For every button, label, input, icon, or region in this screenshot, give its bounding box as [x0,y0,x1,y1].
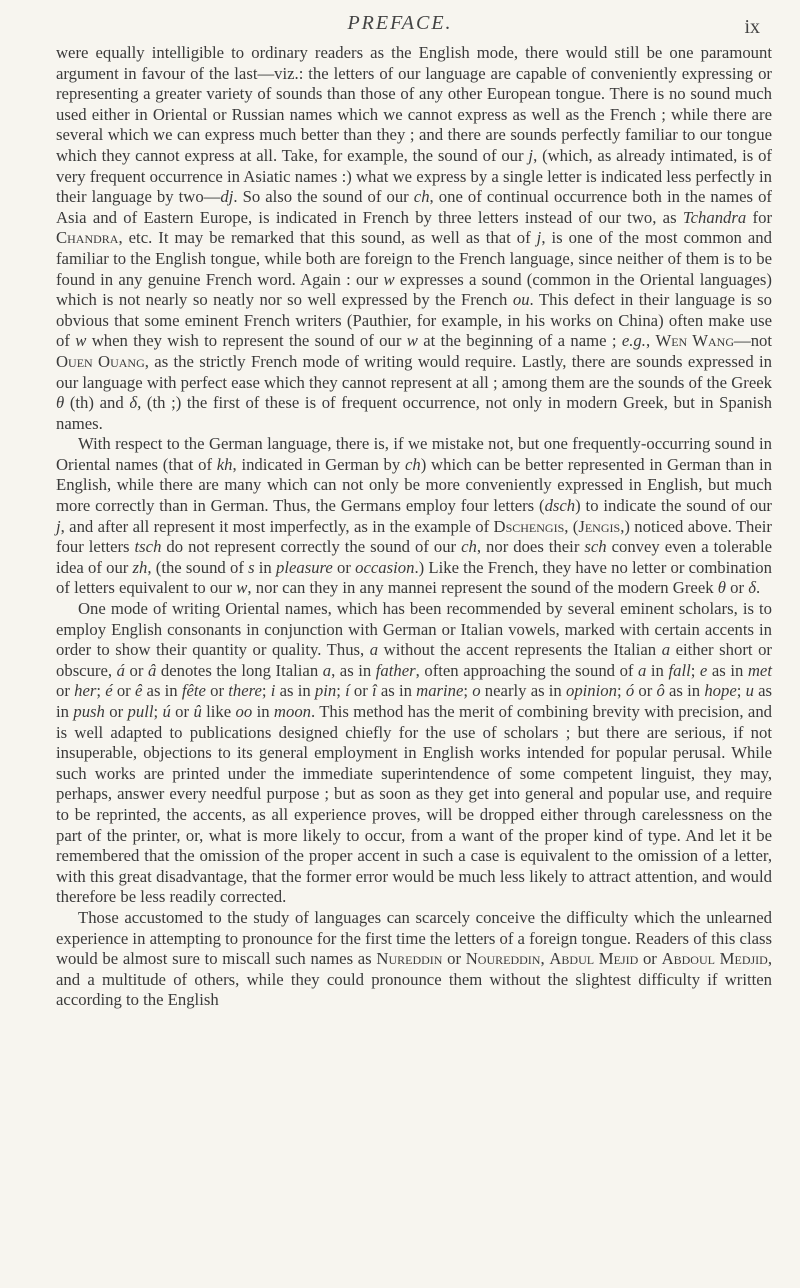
text-run: , one of continual occurrence both in the names of Asia and of Eastern Europe, is indicated in French by three letters instead of our two, as [56,187,772,227]
italic-term: w [236,578,248,598]
text-run: ; [690,660,700,680]
text-run: ; [736,681,746,701]
text-run: , nor does their [476,537,585,557]
italic-term: opinion [565,681,617,701]
italic-term: ú [162,702,171,721]
italic-term: ô [656,681,665,701]
text-run: expresses a sound (common in the Oriental languages) which is not nearly so neatly nor so well expressed by the French [56,269,772,310]
text-run: , as the strictly French mode of writing would require. Lastly, there are sounds expressed in our language with perfect ease which they cannot represent at all ; among them are the sounds of the Greek [56,351,772,392]
italic-term: oo [235,702,253,721]
body-text [56,43,772,1011]
italic-term: a [322,660,332,680]
italic-term: there [228,681,262,701]
text-run: as in [376,681,417,701]
italic-term: kh [216,454,233,474]
text-run: . This defect in their language is so obvious that some eminent French writers (Pauthier, for example, in his works on China) often make use of [56,290,772,351]
small-caps-name: Ouen Ouang [56,351,145,371]
italic-term: ê [134,681,143,701]
text-run: or [634,681,657,701]
text-run: as in [56,681,773,721]
text-run: ; [153,702,163,721]
text-run: .) Like the French, they have no letter or combination of letters equivalent to our [56,557,772,598]
text-run: , (th ;) the first of these is of frequent occurrence, not only in modern Greek, but in Spanish names. [56,393,772,433]
small-caps-name: Noureddin [465,949,541,969]
italic-term: û [193,702,202,721]
text-run: , [645,331,656,351]
text-run: , indicated in German by [232,454,405,474]
italic-term: fête [181,681,206,701]
text-run: or [56,681,75,701]
text-run: ; [616,681,626,701]
italic-term: í [345,681,350,701]
small-caps-name: Wen Wang [655,331,734,351]
text-run: ) to indicate the sound of our [575,496,772,516]
italic-term: met [747,660,772,680]
small-caps-name: Nureddin [376,949,443,969]
italic-term: Tchandra [682,207,747,227]
text-run: With respect to the German language, there is, if we mistake not, but one frequently-occurring sound in Oriental names (that of [56,434,772,474]
italic-term: dsch [544,496,576,516]
italic-term: occasion [355,557,415,577]
text-run: or [725,578,749,598]
page-number: ix [744,16,760,38]
text-run: as in [142,681,182,701]
text-run: when they wish to represent the sound of our [86,331,407,351]
italic-term: w [75,331,87,351]
text-run: , often approaching the sound of [415,660,639,680]
italic-term: δ [748,578,756,598]
italic-term: θ [56,393,65,413]
text-run: , is one of the most common and familiar to the English tongue, while both are foreign to the French language, since neither of them is to be found in any genuine French word. Again : our [56,228,772,289]
text-run: , etc. It may be remarked that this sound, as well as that of [118,228,537,248]
italic-term: â [147,660,157,680]
italic-term: push [73,702,105,721]
text-run: or [104,702,128,721]
running-title: PREFACE. [347,12,453,34]
text-run: One mode of writing Oriental names, which has been recommended by several eminent scholars, is to employ English consonants in conjunction with German or Italian vowels, marked with certain accents in order to show their quantity or quality. Thus, [56,599,772,660]
italic-term: pull [127,702,154,721]
italic-term: o [472,681,481,701]
text-run: or [170,702,194,721]
text-run: as in [275,681,315,701]
text-run: . [755,578,761,598]
text-run: ) which can be better represented in German than in English, while there are many which can not only be more conveniently expressed in English, but much more correctly than in German. Thus, the Germans employ four letters ( [56,454,772,516]
text-run: , [540,949,550,969]
italic-term: pleasure [275,557,333,577]
text-run: in [646,660,669,680]
text-run: as in [707,660,748,680]
italic-term: i [270,681,276,701]
text-run: like [201,702,236,721]
italic-term: zh [132,557,148,577]
italic-term: e [699,660,708,680]
text-run: nearly as in [480,681,566,701]
text-run: , (which, as already intimated, is of very frequent occurrence in Asiatic names :) what we express by a single letter is indicated less perfectly in their language by two— [56,145,772,207]
italic-term: a [638,660,647,680]
text-run: , (the sound of [147,557,249,577]
text-run: . This method has the merit of combining brevity with precision, and is well adapted to publications designed chiefly for the use of scholars ; but there are serious, if not insuperable, objections to its general employment in English works intended for popular perusal. While such works are printed under the immediate superintendence of some competent linguist, they may, perhaps, answer every needful purpose ; but as soon as they get into general and popular use, and require to be reprinted, the accents, as all experience proves, will be dropped either through carelessness on the part of the printer, or, what is more likely to occur, from a want of the proper kind of type. And let it be remembered that the omission of the proper accent in such a case is equivalent to the omission of a letter, with this great disadvantage, that the former error would be much less likely to attract attention, and would therefore be less readily corrected. [56,702,773,907]
italic-term: a [369,640,379,660]
text-run: ,) noticed above. Their four letters [56,516,772,557]
text-run: ; [336,681,346,701]
text-run: either short or obscure, [56,640,772,680]
italic-term: á [116,660,125,680]
italic-term: u [745,681,754,701]
italic-term: her [74,681,97,701]
italic-term: s [248,557,255,577]
text-run: , nor can they in any mannei represent the sound of the modern Greek [247,578,718,598]
paragraph [56,43,772,434]
italic-term: w [383,269,395,289]
text-run: without the accent represents the Italian [378,640,662,660]
italic-term: ou [512,290,530,310]
text-run: for [746,207,772,227]
italic-term: ch [404,454,421,474]
italic-term: e.g. [621,331,646,351]
text-run: do not represent correctly the sound of our [161,537,462,557]
italic-term: a [661,640,671,660]
text-run: —not [734,331,773,351]
italic-term: tsch [134,537,162,557]
paragraph [56,599,772,908]
italic-term: w [406,331,418,351]
italic-term: father [375,660,416,680]
italic-term: dj [220,187,234,207]
italic-term: pin [314,681,337,701]
text-run: Those accustomed to the study of languages can scarcely conceive the difficulty which the unlearned experience in attempting to pronounce for the first time the letters of a foreign tongue. Readers of this class would be almost sure to miscall such names as [56,907,772,969]
text-run: , ( [564,516,579,536]
italic-term: θ [717,578,726,598]
italic-term: fall [668,660,691,680]
small-caps-name: Jengis [578,516,621,536]
text-run: in [254,557,276,577]
small-caps-name: Dschengis [493,516,565,536]
italic-term: moon [273,702,312,721]
text-run: or [112,681,135,701]
text-run: or [332,557,356,577]
paragraph [56,434,772,599]
italic-term: marine [416,681,464,701]
text-run: ; [96,681,106,701]
text-run: (th) and [64,393,130,413]
text-run: , and a multitude of others, while they could pronounce them without the slightest difficulty if written according to the English [56,949,773,1010]
paragraph [56,908,772,1011]
text-run: or [205,681,229,701]
italic-term: j [528,145,534,165]
text-run: or [124,660,148,680]
small-caps-name: Abdoul Medjid [661,949,768,969]
italic-term: î [372,681,377,701]
italic-term: sch [584,537,607,557]
text-run: were equally intelligible to ordinary readers as the English mode, there would still be one paramount argument in favour of the last—viz.: the letters of our language are capable of conveniently expressing or representing a greater variety of sounds than those of any other European tongue. There is no sound much used either in Oriental or Russian names which we cannot express as well as the French ; while there are several which we can express much better than they ; and there are sounds perfectly familiar to our tongue which they cannot express at all. Take, for example, the sound of our [56,43,772,165]
text-run: in [252,702,274,721]
italic-term: ch [413,187,430,207]
small-caps-name: Abdul Mejid [549,949,639,969]
text-run: or [442,949,466,969]
text-run: at the beginning of a name ; [417,331,622,351]
text-run: convey even a tolerable idea of our [56,537,772,577]
page-header [0,6,800,38]
italic-term: hope [704,681,737,701]
italic-term: δ [129,393,138,413]
text-run: . So also the sound of our [233,187,414,207]
text-run: , as in [331,660,376,680]
text-run: as in [664,681,705,701]
text-run: or [638,949,662,969]
italic-term: é [105,681,113,701]
small-caps-name: Chandra [56,228,119,248]
text-run: , and after all represent it most imperfectly, as in the example of [60,516,494,536]
text-run: ; [261,681,271,701]
text-run: ; [463,681,473,701]
italic-term: ch [461,537,477,557]
text-run: or [349,681,373,701]
text-run: denotes the long Italian [156,660,323,680]
italic-term: j [56,516,61,536]
italic-term: ó [625,681,635,701]
italic-term: j [536,228,542,248]
